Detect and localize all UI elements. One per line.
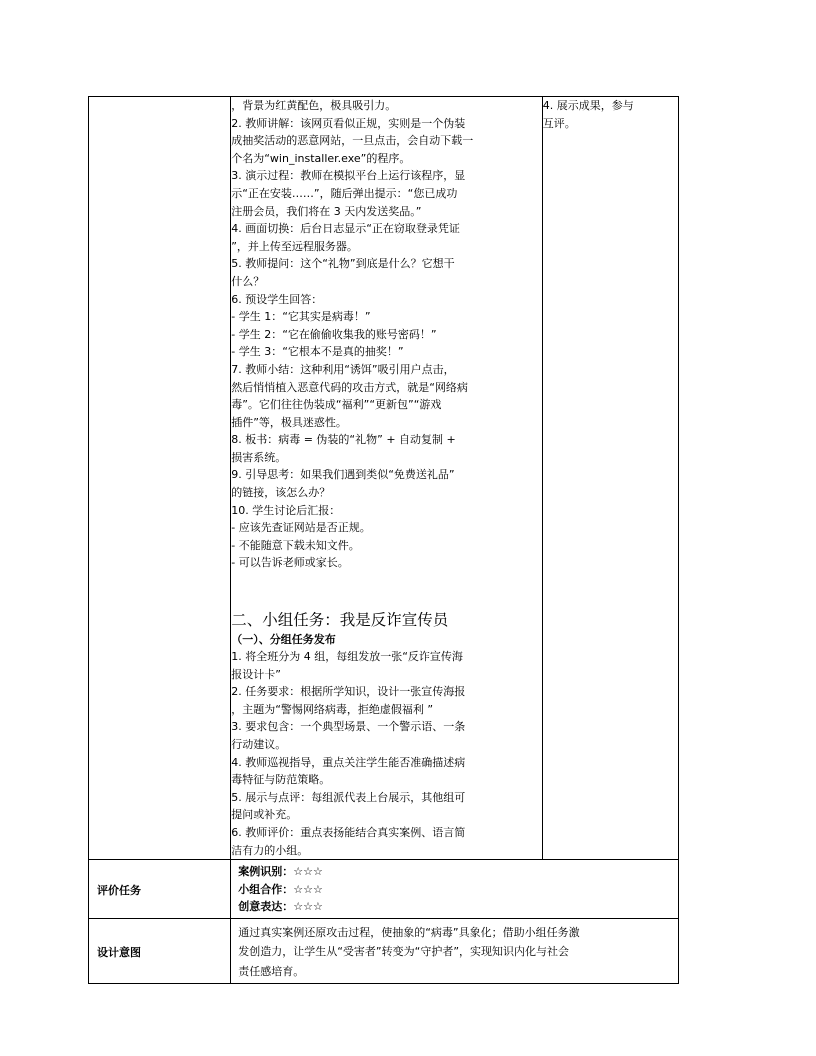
task-line: 6. 教师评价：重点表扬能结合真实案例、语言简 xyxy=(231,825,466,839)
evaluation-label-cell xyxy=(89,860,231,919)
evaluation-item xyxy=(238,898,672,916)
design-intent-row xyxy=(89,918,679,984)
design-intent-line: 发创造力，让学生从“受害者”转变为“守护者”，实现知识内化与社会 xyxy=(238,945,570,959)
process-line: 损害系统。 xyxy=(231,450,287,464)
student-activity-line: 互评。 xyxy=(542,117,576,130)
evaluation-row xyxy=(89,860,679,919)
student-activity-line: 4. 展示成果，参与 xyxy=(542,99,634,112)
evaluation-item xyxy=(238,881,672,899)
process-line: 3. 演示过程：教师在模拟平台上运行该程序，显 xyxy=(231,169,466,183)
process-line: - 不能随意下载未知文件。 xyxy=(231,538,360,552)
evaluation-item-name: 创意表达： xyxy=(238,900,294,914)
star-rating: ☆☆☆ xyxy=(293,900,323,914)
spacer xyxy=(231,572,542,607)
process-line: 毒”。它们往往伪装成“福利”“更新包”“游戏 xyxy=(231,398,442,412)
lesson-plan-table xyxy=(88,96,679,984)
process-line: 个名为“win_installer.exe”的程序。 xyxy=(231,151,411,165)
process-line: 4. 画面切换：后台日志显示“正在窃取登录凭证 xyxy=(231,222,460,236)
empty-label-cell xyxy=(89,97,231,860)
star-rating: ☆☆☆ xyxy=(293,882,323,896)
section-title: 二、小组任务：我是反诈宣传员 xyxy=(231,611,449,630)
process-line: - 学生 3：“它根本不是真的抽奖！” xyxy=(231,345,404,359)
evaluation-item-name: 小组合作： xyxy=(238,882,294,896)
sub-title: （一）、分组任务发布 xyxy=(231,633,336,647)
process-line: 8. 板书：病毒 = 伪装的“礼物” + 自动复制 + xyxy=(231,433,456,447)
task-line: 4. 教师巡视指导，重点关注学生能否准确描述病 xyxy=(231,755,466,769)
process-line: 9. 引导思考：如果我们遇到类似“免费送礼品” xyxy=(231,468,455,482)
process-line: 的链接，该怎么办？ xyxy=(231,486,331,500)
process-line: 5. 教师提问：这个“礼物”到底是什么？它想干 xyxy=(231,257,455,271)
evaluation-content-cell xyxy=(231,860,679,919)
process-lines xyxy=(231,97,542,572)
process-line: ”，并上传至远程服务器。 xyxy=(231,239,358,253)
evaluation-item-name: 案例识别： xyxy=(238,865,294,879)
student-activity-cell xyxy=(542,97,678,860)
evaluation-items xyxy=(238,863,672,916)
task-line: 行动建议。 xyxy=(231,738,287,751)
evaluation-label: 评价任务 xyxy=(97,884,141,898)
process-line: - 学生 1：“它其实是病毒！” xyxy=(231,310,371,324)
task-line: ，主题为“警惕网络病毒，拒绝虚假福利 ” xyxy=(231,702,434,716)
process-line: 7. 教师小结：这种利用“诱饵”吸引用户点击， xyxy=(231,362,455,376)
design-intent-label: 设计意图 xyxy=(97,946,141,960)
process-line: 注册会员，我们将在 3 天内发送奖品。” xyxy=(231,204,422,218)
task-line: 3. 要求包含：一个典型场景、一个警示语、一条 xyxy=(231,720,466,734)
process-line: 什么？ xyxy=(231,274,265,288)
task-line: 毒特征与防范策略。 xyxy=(231,773,331,787)
process-line: 6. 预设学生回答： xyxy=(231,292,323,306)
task-line: 5. 展示与点评：每组派代表上台展示，其他组可 xyxy=(231,790,466,804)
process-line: ，背景为红黄配色，极具吸引力。 xyxy=(231,99,397,112)
process-line: 成抽奖活动的恶意网站，一旦点击，会自动下载一 xyxy=(231,134,474,148)
design-intent-line: 责任感培育。 xyxy=(238,964,305,978)
process-row xyxy=(89,97,679,860)
evaluation-item xyxy=(238,863,672,881)
process-line: - 学生 2：“它在偷偷收集我的账号密码！” xyxy=(231,327,437,341)
process-line: - 可以告诉老师或家长。 xyxy=(231,556,349,570)
task-line: 报设计卡” xyxy=(231,667,281,681)
student-activity-lines xyxy=(543,97,678,133)
process-line: 10. 学生讨论后汇报： xyxy=(231,503,341,517)
process-line: 2. 教师讲解：该网页看似正规，实则是一个伪装 xyxy=(231,116,466,130)
design-intent-label-cell xyxy=(89,918,231,984)
task-line: 提问或补充。 xyxy=(231,808,298,822)
task-line: 洁有力的小组。 xyxy=(231,843,309,857)
task-line: 2. 任务要求：根据所学知识，设计一张宣传海报 xyxy=(231,685,466,699)
design-intent-line: 通过真实案例还原攻击过程，使抽象的“病毒”具象化；借助小组任务激 xyxy=(238,925,580,939)
process-line: 然后悄悄植入恶意代码的攻击方式，就是“网络病 xyxy=(231,380,468,394)
process-line: 插件”等，极具迷惑性。 xyxy=(231,415,347,429)
teaching-process-cell xyxy=(231,97,543,860)
task-lines xyxy=(231,648,542,859)
task-line: 1. 将全班分为 4 组，每组发放一张“反诈宣传海 xyxy=(231,650,463,664)
design-intent-lines xyxy=(238,923,672,982)
design-intent-content-cell xyxy=(231,918,679,984)
process-line: 示“正在安装……”，随后弹出提示：“您已成功 xyxy=(231,186,458,200)
process-line: - 应该先查证网站是否正规。 xyxy=(231,521,371,535)
star-rating: ☆☆☆ xyxy=(293,865,323,879)
